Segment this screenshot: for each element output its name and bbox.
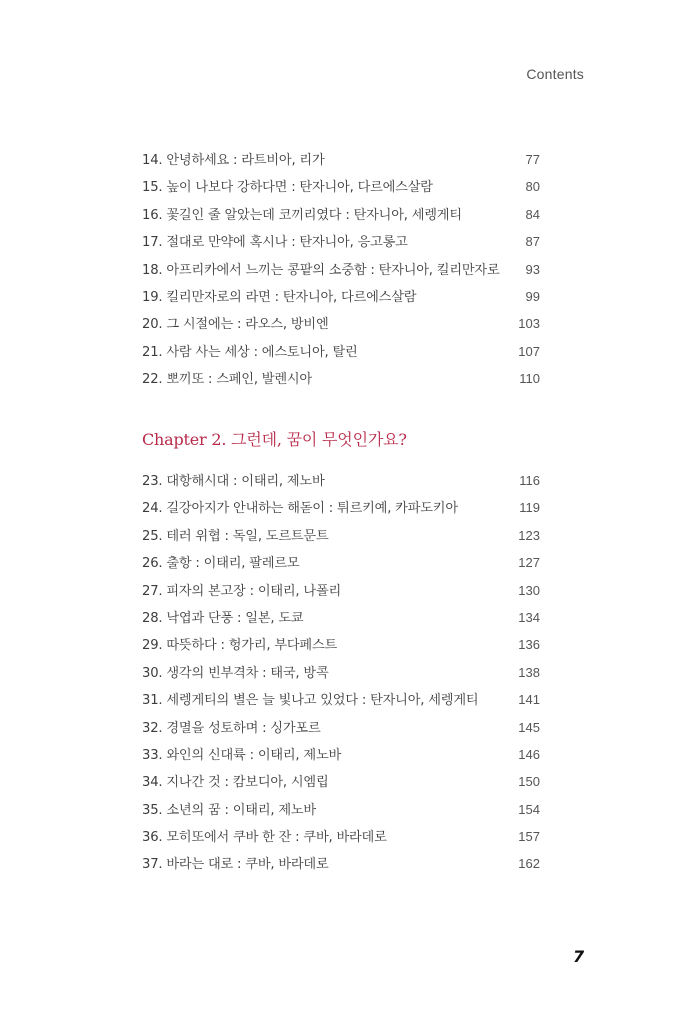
toc-entry-page: 141 (518, 692, 540, 708)
toc-entry[interactable] (142, 310, 540, 337)
toc-entry[interactable] (142, 146, 540, 173)
toc-entry-title: 35. 소년의 꿈 : 이태리, 제노바 (142, 802, 316, 818)
toc-list-group-1 (142, 146, 540, 393)
toc-entry-page: 107 (518, 343, 540, 359)
toc-entry-page: 138 (518, 664, 540, 680)
toc-entry[interactable] (142, 467, 540, 494)
toc-entry[interactable] (142, 850, 540, 877)
toc-entry-title: 33. 와인의 신대륙 : 이태리, 제노바 (142, 747, 342, 763)
toc-entry-title: 34. 지나간 것 : 캄보디아, 시엠립 (142, 775, 329, 791)
toc-entry-title: 17. 절대로 만약에 혹시나 : 탄자니아, 응고롱고 (142, 235, 408, 251)
toc-entry-page: 99 (525, 288, 540, 304)
toc-entry-title: 25. 테러 위협 : 독일, 도르트문트 (142, 528, 329, 544)
toc-entry[interactable] (142, 283, 540, 310)
toc-entry-page: 119 (519, 500, 540, 516)
toc-entry-title: 15. 높이 나보다 강하다면 : 탄자니아, 다르에스살람 (142, 180, 433, 196)
toc-entry[interactable] (142, 228, 540, 255)
toc-entry[interactable] (142, 201, 540, 228)
toc-entry[interactable] (142, 631, 540, 658)
toc-entry-page: 145 (518, 719, 540, 735)
toc-entry-page: 134 (518, 609, 540, 625)
toc-entry-title: 30. 생각의 빈부격차 : 태국, 방콕 (142, 665, 329, 681)
toc-entry[interactable] (142, 604, 540, 631)
toc-entry-title: 27. 피자의 본고장 : 이태리, 나폴리 (142, 583, 342, 599)
toc-entry[interactable] (142, 823, 540, 850)
toc-entry-page: 77 (525, 152, 540, 167)
toc-entry[interactable] (142, 173, 540, 200)
toc-entry-page: 130 (518, 582, 540, 598)
toc-entry[interactable] (142, 365, 540, 392)
toc-entry[interactable] (142, 714, 540, 741)
toc-entry[interactable] (142, 686, 540, 713)
toc-entry-title: 21. 사람 사는 세상 : 에스토니아, 탈린 (142, 344, 358, 360)
toc-entry[interactable] (142, 522, 540, 549)
toc-entry-page: 103 (518, 316, 540, 332)
toc-entry-page: 157 (518, 829, 540, 845)
toc-entry-title: 18. 아프리카에서 느끼는 콩팥의 소중함 : 탄자니아, 킬리만자로 (142, 262, 500, 278)
toc-entry-page: 84 (525, 206, 540, 222)
toc-entry-title: 14. 안녕하세요 : 라트비아, 리가 (142, 153, 325, 168)
toc-entry[interactable] (142, 659, 540, 686)
toc-entry[interactable] (142, 494, 540, 521)
toc-entry[interactable] (142, 768, 540, 795)
toc-entry-title: 24. 길강아지가 안내하는 해돋이 : 튀르키예, 카파도키아 (142, 501, 458, 517)
toc-entry-page: 87 (525, 234, 540, 250)
toc-entry[interactable] (142, 256, 540, 283)
toc-entry[interactable] (142, 741, 540, 768)
toc-list-group-2 (142, 467, 540, 878)
toc-entry-page: 110 (519, 371, 540, 387)
toc-entry-title: 26. 출항 : 이태리, 팔레르모 (142, 556, 300, 572)
toc-entry-title: 37. 바라는 대로 : 쿠바, 바라데로 (142, 857, 329, 873)
toc-entry-page: 136 (518, 637, 540, 653)
toc-entry-title: 31. 세렝게티의 별은 늘 빛나고 있었다 : 탄자니아, 세렝게티 (142, 693, 479, 709)
toc-entry[interactable] (142, 577, 540, 604)
toc-entry-page: 93 (525, 261, 540, 277)
toc-entry-title: 19. 킬리만자로의 라면 : 탄자니아, 다르에스살람 (142, 289, 417, 305)
toc-entry[interactable] (142, 549, 540, 576)
toc-entry-page: 162 (518, 856, 540, 872)
toc-entry-page: 123 (518, 527, 540, 543)
page-number: 7 (573, 947, 585, 966)
toc-entry-title: 23. 대항해시대 : 이태리, 제노바 (142, 474, 325, 489)
toc-entry-title: 36. 모히또에서 쿠바 한 잔 : 쿠바, 바라데로 (142, 830, 387, 846)
toc-entry-page: 150 (518, 774, 540, 790)
toc-entry-page: 116 (519, 473, 540, 488)
toc-entry-title: 29. 따뜻하다 : 헝가리, 부다페스트 (142, 638, 338, 654)
toc-entry-page: 154 (518, 801, 540, 817)
toc-entry-page: 80 (525, 179, 540, 195)
toc-entry[interactable] (142, 796, 540, 823)
toc-entry-title: 20. 그 시절에는 : 라오스, 방비엔 (142, 317, 329, 333)
toc-entry-page: 146 (518, 746, 540, 762)
running-head: Contents (526, 66, 584, 82)
toc-entry-title: 28. 낙엽과 단풍 : 일본, 도쿄 (142, 610, 304, 626)
toc-entry-title: 16. 꽃길인 줄 알았는데 코끼리였다 : 탄자니아, 세렝게티 (142, 207, 462, 223)
chapter-heading: Chapter 2. 그런데, 꿈이 무엇인가요? (142, 430, 407, 449)
toc-entry[interactable] (142, 338, 540, 365)
toc-entry-title: 22. 뽀끼또 : 스페인, 발렌시아 (142, 372, 312, 388)
toc-entry-title: 32. 경멸을 성토하며 : 싱가포르 (142, 720, 321, 736)
toc-entry-page: 127 (518, 555, 540, 571)
